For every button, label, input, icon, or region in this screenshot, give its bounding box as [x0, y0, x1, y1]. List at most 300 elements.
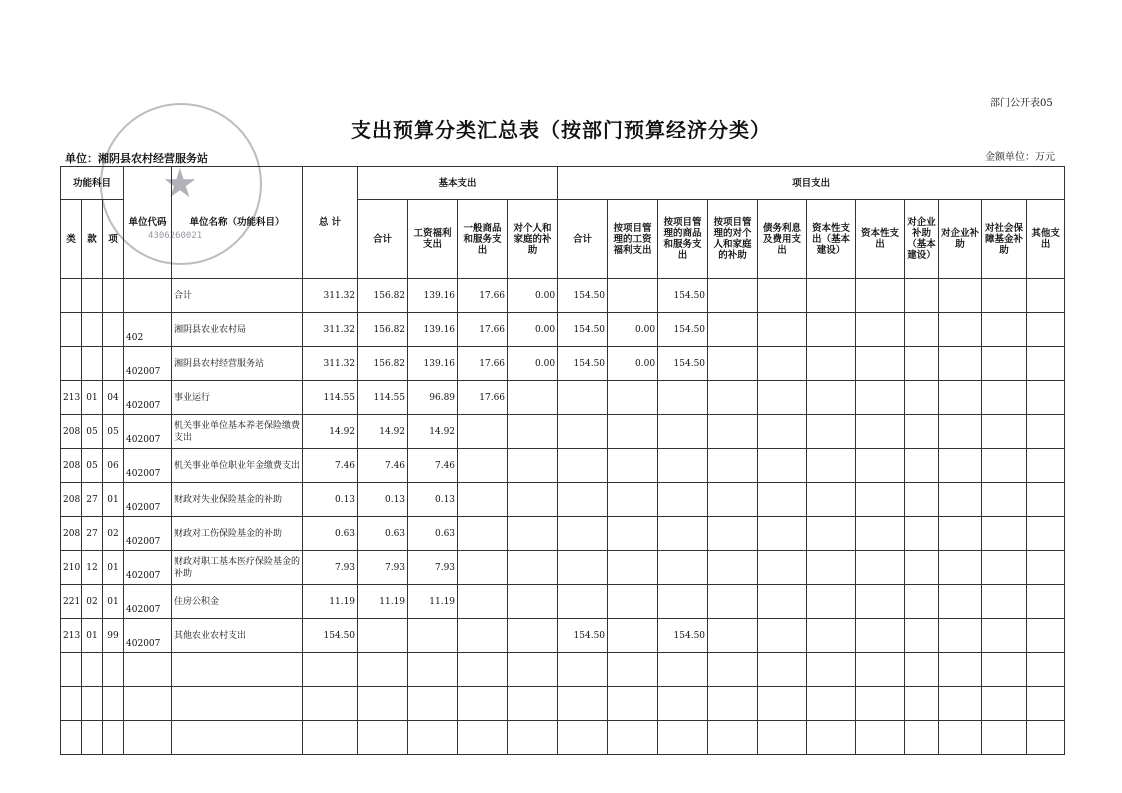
cell-code: 402007 [124, 619, 172, 653]
cell-b-goods: 17.66 [458, 313, 508, 347]
cell-empty [807, 653, 856, 687]
table-row [61, 483, 1065, 517]
cell-lei: 221 [61, 585, 82, 619]
table-row [61, 347, 1065, 381]
project-header: 项目支出 [558, 167, 1065, 200]
cell-b-goods: 17.66 [458, 279, 508, 313]
cell-b-goods [458, 653, 508, 687]
table-row [61, 721, 1065, 755]
b-sum-header: 合计 [358, 200, 408, 279]
unit-label: 单位：湘阴县农村经营服务站 [65, 152, 208, 165]
cell-total [303, 653, 358, 687]
func-subject-header: 功能科目 [61, 167, 124, 200]
cell-empty [758, 721, 807, 755]
cell-empty [982, 619, 1027, 653]
cell-kuan: 05 [82, 415, 103, 449]
cell-p-goods [658, 517, 708, 551]
cell-empty [758, 381, 807, 415]
cell-lei [61, 279, 82, 313]
cell-empty [807, 721, 856, 755]
p-social-header: 对社会保障基金补助 [982, 200, 1027, 279]
cell-empty [982, 449, 1027, 483]
cell-b-personal [508, 721, 558, 755]
cell-empty [905, 687, 939, 721]
cell-empty [758, 585, 807, 619]
cell-b-sum [358, 687, 408, 721]
cell-empty [905, 347, 939, 381]
cell-name: 财政对工伤保险基金的补助 [172, 517, 303, 551]
cell-kuan [82, 313, 103, 347]
cell-b-sum: 114.55 [358, 381, 408, 415]
cell-name: 机关事业单位基本养老保险缴费支出 [172, 415, 303, 449]
cell-empty [939, 483, 982, 517]
cell-xiang: 01 [103, 483, 124, 517]
cell-empty [708, 517, 758, 551]
cell-lei: 208 [61, 483, 82, 517]
unit-code-header: 单位代码 [124, 167, 172, 279]
cell-xiang: 04 [103, 381, 124, 415]
table-row [61, 415, 1065, 449]
cell-empty [1027, 585, 1065, 619]
cell-empty [856, 551, 905, 585]
cell-b-personal [508, 381, 558, 415]
cell-empty [807, 687, 856, 721]
cell-empty [982, 585, 1027, 619]
cell-xiang: 01 [103, 551, 124, 585]
cell-b-wage: 14.92 [408, 415, 458, 449]
cell-empty [856, 517, 905, 551]
cell-b-personal: 0.00 [508, 347, 558, 381]
cell-empty [708, 551, 758, 585]
cell-empty [807, 483, 856, 517]
cell-empty [939, 381, 982, 415]
cell-empty [856, 687, 905, 721]
cell-empty [905, 279, 939, 313]
cell-empty [856, 483, 905, 517]
cell-b-wage [408, 619, 458, 653]
cell-code: 402007 [124, 483, 172, 517]
cell-b-sum [358, 721, 408, 755]
cell-p-wage [608, 483, 658, 517]
cell-name: 机关事业单位职业年金缴费支出 [172, 449, 303, 483]
table-row [61, 687, 1065, 721]
cell-lei [61, 721, 82, 755]
cell-kuan [82, 347, 103, 381]
cell-empty [807, 415, 856, 449]
cell-code: 402007 [124, 449, 172, 483]
cell-empty [905, 449, 939, 483]
cell-xiang [103, 653, 124, 687]
cell-name: 财政对职工基本医疗保险基金的补助 [172, 551, 303, 585]
table-row [61, 381, 1065, 415]
cell-empty [856, 585, 905, 619]
cell-p-goods [658, 721, 708, 755]
cell-b-personal [508, 517, 558, 551]
cell-b-sum: 0.63 [358, 517, 408, 551]
cell-b-sum: 156.82 [358, 313, 408, 347]
cell-kuan: 01 [82, 381, 103, 415]
cell-p-sum [558, 687, 608, 721]
cell-b-sum: 7.93 [358, 551, 408, 585]
cell-empty [758, 517, 807, 551]
cell-code [124, 279, 172, 313]
cell-total: 0.63 [303, 517, 358, 551]
cell-empty [758, 347, 807, 381]
cell-total: 311.32 [303, 347, 358, 381]
kuan-header: 款 [82, 200, 103, 279]
p-enterprise-header: 对企业补助 [939, 200, 982, 279]
cell-p-goods [658, 551, 708, 585]
cell-empty [758, 483, 807, 517]
cell-b-wage [408, 687, 458, 721]
cell-kuan: 01 [82, 619, 103, 653]
cell-total: 7.93 [303, 551, 358, 585]
p-capital2-header: 资本性支出 [856, 200, 905, 279]
cell-p-goods: 154.50 [658, 279, 708, 313]
cell-name: 湘阴县农村经营服务站 [172, 347, 303, 381]
cell-empty [1027, 517, 1065, 551]
cell-empty [1027, 381, 1065, 415]
cell-b-sum [358, 619, 408, 653]
cell-xiang [103, 313, 124, 347]
cell-empty [982, 653, 1027, 687]
cell-xiang [103, 721, 124, 755]
cell-b-personal [508, 585, 558, 619]
cell-total: 0.13 [303, 483, 358, 517]
cell-b-sum: 7.46 [358, 449, 408, 483]
cell-empty [982, 721, 1027, 755]
cell-b-wage: 7.93 [408, 551, 458, 585]
cell-total: 311.32 [303, 313, 358, 347]
cell-b-goods [458, 415, 508, 449]
cell-code: 402007 [124, 517, 172, 551]
cell-b-goods [458, 619, 508, 653]
cell-empty [758, 619, 807, 653]
cell-empty [939, 313, 982, 347]
cell-p-sum: 154.50 [558, 347, 608, 381]
cell-empty [807, 279, 856, 313]
cell-empty [758, 415, 807, 449]
cell-b-goods [458, 687, 508, 721]
cell-empty [905, 721, 939, 755]
cell-empty [905, 415, 939, 449]
cell-p-wage [608, 585, 658, 619]
cell-name [172, 687, 303, 721]
cell-lei [61, 347, 82, 381]
cell-b-goods: 17.66 [458, 381, 508, 415]
cell-empty [807, 313, 856, 347]
cell-p-sum: 154.50 [558, 279, 608, 313]
cell-b-goods [458, 551, 508, 585]
cell-empty [1027, 483, 1065, 517]
cell-empty [708, 279, 758, 313]
seal-code: 4306260021 [148, 231, 203, 241]
cell-p-goods [658, 381, 708, 415]
cell-empty [1027, 619, 1065, 653]
p-capital-header: 资本性支出（基本建设） [807, 200, 856, 279]
cell-empty [856, 347, 905, 381]
cell-lei: 208 [61, 415, 82, 449]
table-row [61, 619, 1065, 653]
cell-empty [1027, 449, 1065, 483]
cell-empty [708, 449, 758, 483]
cell-code [124, 721, 172, 755]
cell-empty [939, 653, 982, 687]
cell-kuan: 02 [82, 585, 103, 619]
cell-empty [939, 517, 982, 551]
cell-p-sum [558, 483, 608, 517]
cell-total: 11.19 [303, 585, 358, 619]
cell-b-wage [408, 721, 458, 755]
cell-b-wage: 11.19 [408, 585, 458, 619]
cell-empty [905, 517, 939, 551]
b-personal-header: 对个人和家庭的补助 [508, 200, 558, 279]
cell-empty [982, 551, 1027, 585]
cell-empty [939, 687, 982, 721]
cell-kuan [82, 687, 103, 721]
cell-empty [708, 585, 758, 619]
cell-empty [856, 279, 905, 313]
table-row [61, 449, 1065, 483]
cell-p-goods: 154.50 [658, 313, 708, 347]
cell-empty [856, 449, 905, 483]
cell-p-goods [658, 483, 708, 517]
xiang-header: 项 [103, 200, 124, 279]
cell-empty [856, 313, 905, 347]
cell-empty [939, 619, 982, 653]
form-number: 部门公开表05 [990, 98, 1053, 109]
cell-empty [856, 415, 905, 449]
cell-lei [61, 313, 82, 347]
p-sum-header: 合计 [558, 200, 608, 279]
cell-empty [807, 449, 856, 483]
cell-empty [1027, 347, 1065, 381]
cell-code: 402 [124, 313, 172, 347]
cell-b-wage: 0.63 [408, 517, 458, 551]
cell-empty [1027, 653, 1065, 687]
cell-p-sum [558, 551, 608, 585]
cell-p-wage [608, 687, 658, 721]
cell-empty [807, 619, 856, 653]
p-goods-header: 按项目管理的商品和服务支出 [658, 200, 708, 279]
cell-p-wage: 0.00 [608, 313, 658, 347]
p-personal-header: 按项目管理的对个人和家庭的补助 [708, 200, 758, 279]
cell-empty [708, 347, 758, 381]
cell-p-wage [608, 415, 658, 449]
cell-b-sum: 14.92 [358, 415, 408, 449]
cell-b-wage: 0.13 [408, 483, 458, 517]
cell-lei: 210 [61, 551, 82, 585]
cell-b-wage: 7.46 [408, 449, 458, 483]
cell-name: 合计 [172, 279, 303, 313]
cell-empty [905, 381, 939, 415]
cell-kuan [82, 279, 103, 313]
star-icon: ★ [162, 161, 198, 207]
cell-b-goods [458, 721, 508, 755]
budget-table [60, 166, 1065, 755]
table-row [61, 313, 1065, 347]
cell-empty [758, 687, 807, 721]
cell-empty [905, 551, 939, 585]
cell-empty [708, 415, 758, 449]
cell-b-personal [508, 687, 558, 721]
cell-empty [708, 619, 758, 653]
cell-p-wage [608, 449, 658, 483]
cell-empty [708, 687, 758, 721]
cell-name [172, 721, 303, 755]
cell-empty [982, 687, 1027, 721]
cell-empty [1027, 279, 1065, 313]
cell-p-goods: 154.50 [658, 619, 708, 653]
cell-b-sum: 156.82 [358, 347, 408, 381]
cell-lei: 208 [61, 517, 82, 551]
cell-p-sum: 154.50 [558, 619, 608, 653]
cell-name: 其他农业农村支出 [172, 619, 303, 653]
cell-name: 住房公积金 [172, 585, 303, 619]
basic-header: 基本支出 [358, 167, 558, 200]
cell-lei: 213 [61, 381, 82, 415]
cell-p-wage [608, 517, 658, 551]
cell-p-wage [608, 653, 658, 687]
cell-code: 402007 [124, 585, 172, 619]
lei-header: 类 [61, 200, 82, 279]
cell-xiang: 05 [103, 415, 124, 449]
cell-xiang: 99 [103, 619, 124, 653]
table-row [61, 279, 1065, 313]
cell-total: 114.55 [303, 381, 358, 415]
cell-empty [1027, 313, 1065, 347]
cell-empty [708, 483, 758, 517]
cell-b-personal [508, 415, 558, 449]
cell-empty [708, 313, 758, 347]
cell-empty [939, 449, 982, 483]
cell-kuan [82, 653, 103, 687]
cell-empty [708, 721, 758, 755]
cell-empty [807, 347, 856, 381]
cell-p-sum [558, 721, 608, 755]
cell-empty [905, 653, 939, 687]
cell-lei [61, 687, 82, 721]
cell-empty [982, 517, 1027, 551]
cell-total [303, 721, 358, 755]
table-row [61, 653, 1065, 687]
cell-empty [1027, 721, 1065, 755]
p-enterprise-basic-header: 对企业补助（基本建设） [905, 200, 939, 279]
cell-b-sum [358, 653, 408, 687]
cell-empty [1027, 415, 1065, 449]
cell-empty [982, 415, 1027, 449]
cell-b-goods [458, 517, 508, 551]
page-title: 支出预算分类汇总表（按部门预算经济分类） [351, 118, 771, 142]
cell-b-personal [508, 449, 558, 483]
cell-name: 湘阴县农业农村局 [172, 313, 303, 347]
cell-empty [856, 381, 905, 415]
table-row [61, 551, 1065, 585]
cell-empty [982, 483, 1027, 517]
cell-p-wage [608, 279, 658, 313]
cell-b-wage: 96.89 [408, 381, 458, 415]
cell-xiang [103, 347, 124, 381]
cell-xiang [103, 687, 124, 721]
cell-b-wage: 139.16 [408, 313, 458, 347]
cell-total: 7.46 [303, 449, 358, 483]
cell-p-goods: 154.50 [658, 347, 708, 381]
cell-empty [856, 619, 905, 653]
cell-b-goods [458, 449, 508, 483]
cell-empty [758, 313, 807, 347]
cell-empty [708, 653, 758, 687]
cell-p-wage [608, 551, 658, 585]
cell-kuan: 12 [82, 551, 103, 585]
cell-p-wage: 0.00 [608, 347, 658, 381]
cell-empty [758, 449, 807, 483]
cell-p-goods [658, 585, 708, 619]
cell-total: 311.32 [303, 279, 358, 313]
cell-kuan [82, 721, 103, 755]
cell-total: 14.92 [303, 415, 358, 449]
cell-empty [939, 279, 982, 313]
cell-empty [982, 313, 1027, 347]
cell-empty [758, 279, 807, 313]
cell-b-personal [508, 653, 558, 687]
cell-empty [807, 585, 856, 619]
cell-p-wage [608, 619, 658, 653]
cell-p-goods [658, 449, 708, 483]
cell-kuan: 05 [82, 449, 103, 483]
cell-p-sum [558, 381, 608, 415]
cell-p-sum [558, 449, 608, 483]
cell-empty [807, 551, 856, 585]
total-header: 总 计 [303, 167, 358, 279]
cell-total [303, 687, 358, 721]
cell-xiang: 01 [103, 585, 124, 619]
cell-empty [982, 347, 1027, 381]
cell-empty [905, 585, 939, 619]
cell-b-sum: 0.13 [358, 483, 408, 517]
cell-code: 402007 [124, 381, 172, 415]
cell-b-wage: 139.16 [408, 279, 458, 313]
cell-xiang: 02 [103, 517, 124, 551]
cell-b-personal [508, 483, 558, 517]
cell-lei [61, 653, 82, 687]
cell-empty [982, 279, 1027, 313]
cell-p-goods [658, 653, 708, 687]
cell-total: 154.50 [303, 619, 358, 653]
cell-p-goods [658, 687, 708, 721]
cell-b-wage [408, 653, 458, 687]
cell-empty [708, 381, 758, 415]
cell-code: 402007 [124, 347, 172, 381]
cell-p-wage [608, 721, 658, 755]
p-debt-header: 债务利息及费用支出 [758, 200, 807, 279]
cell-b-wage: 139.16 [408, 347, 458, 381]
cell-kuan: 27 [82, 517, 103, 551]
cell-empty [939, 347, 982, 381]
cell-p-sum [558, 585, 608, 619]
cell-empty [807, 381, 856, 415]
cell-empty [939, 551, 982, 585]
cell-empty [856, 653, 905, 687]
p-other-header: 其他支出 [1027, 200, 1065, 279]
b-wage-header: 工资福利支出 [408, 200, 458, 279]
cell-xiang [103, 279, 124, 313]
cell-p-sum [558, 415, 608, 449]
cell-b-personal: 0.00 [508, 313, 558, 347]
cell-code [124, 653, 172, 687]
cell-b-goods [458, 585, 508, 619]
cell-lei: 208 [61, 449, 82, 483]
cell-empty [939, 585, 982, 619]
